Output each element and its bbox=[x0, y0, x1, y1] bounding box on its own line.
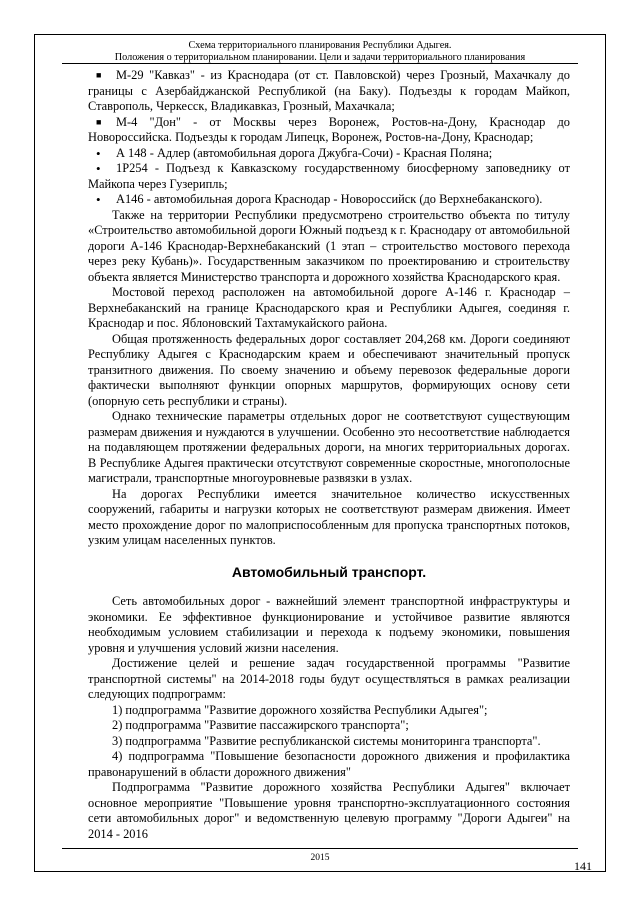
list-item-text: 1Р254 - Подъезд к Кавказскому государственному биосферному заповеднику от Майкопа через Гузерипль; bbox=[88, 161, 570, 191]
header-title: Схема территориального планирования Республики Адыгея. bbox=[188, 40, 452, 51]
paragraph: Также на территории Республики предусмотрено строительство объекта по титулу «Строительство автомобильной дороги Южный подъезд к г. Краснодару от автомобильной дороги А-146 Краснодар-Верхнебаканский (1 этап – строительство мостового перехода через реку Кубань)». Государственным заказчиком по проектированию и строительству объекта является Министерство транспорта и дорожного хозяйства Краснодарского края. bbox=[88, 207, 570, 284]
list-item-text: М-4 "Дон" - от Москвы через Воронеж, Ростов-на-Дону, Краснодар до Новороссийска. Подъезды к городам Липецк, Воронеж, Ростов-на-Дону, Краснодар; bbox=[88, 114, 570, 144]
paragraph: Однако технические параметры отдельных дорог не соответствуют существующим размерам движения и нуждаются в улучшении. Особенно это несоответствие наблюдается на подавляющем протяжении федеральных дороги, на многих территориальных дорогах. В Республике Адыгея практически отсутствуют современные скоростные, многополосные магистрали, транспортные многоуровневые развязки в узлах. bbox=[88, 409, 570, 485]
header-divider bbox=[62, 63, 578, 64]
paragraph: Мостовой переход расположен на автомобильной дороге А-146 г. Краснодар – Верхнебаканский на границе Краснодарского края и Республики Адыгея, соединяя г. Краснодар и пос. Яблоновский Тахтамукайского района. bbox=[88, 285, 570, 330]
subprogram-item: 1) подпрограмма "Развитие дорожного хозяйства Республики Адыгея"; bbox=[112, 702, 488, 717]
list-item-text: М-29 "Кавказ" - из Краснодара (от ст. Павловской) через Грозный, Махачкалу до границы с Азербайджанской Республикой (на Баку). Подъезды к городам Майкоп, Ставрополь, Черкесск, Владикавказ, Грозный, Махачкала; bbox=[88, 68, 570, 113]
list-item bbox=[88, 68, 570, 115]
list-item bbox=[88, 161, 570, 192]
square-bullet-icon: ■ bbox=[96, 116, 102, 127]
footer-year: 2015 bbox=[310, 853, 330, 863]
subprogram-item: 3) подпрограмма "Развитие республиканской системы мониторинга транспорта". bbox=[112, 733, 541, 748]
paragraph: Достижение целей и решение задач государственной программы "Развитие транспортной системы" на 2014-2018 годы будут осуществляться в рамках реализации следующих подпрограмм: bbox=[88, 656, 570, 701]
footer-divider bbox=[62, 848, 578, 849]
section-title: Автомобильный транспорт. bbox=[231, 563, 427, 580]
list-item bbox=[88, 192, 570, 208]
list-item bbox=[88, 146, 570, 162]
header-subtitle: Положения о территориальном планировании. Цели и задачи территориального планирования bbox=[114, 52, 526, 63]
paragraph: Сеть автомобильных дорог - важнейший элемент транспортной инфраструктуры и экономики. Ее эффективное функционирование и устойчивое развитие являются необходимым условием стабилизации и перехода к подъему экономики, повышения уровня и улучшения условий жизни населения. bbox=[88, 594, 570, 655]
paragraph: Подпрограмма "Развитие дорожного хозяйства Республики Адыгея" включает основное мероприятие "Повышение уровня транспортно-эксплуатационного состояния сети автомобильных дорог" и ведомственную целевую программу "Дороги Адыгеи" на 2014 - 2016 bbox=[88, 780, 570, 841]
square-bullet-icon: ■ bbox=[96, 70, 102, 80]
paragraph: Общая протяженность федеральных дорог составляет 204,268 км. Дороги соединяют Республику Адыгея с Краснодарским краем и обеспечивают значительный пропуск транзитного движения. По своему значению и объему перевозок федеральные дороги фактически выполняют функции опорных маршрутов, формирующих основу сети (опорную сеть республики и страны). bbox=[88, 331, 570, 408]
dot-bullet-icon: • bbox=[96, 145, 101, 161]
list-item-text: А146 - автомобильная дорога Краснодар - Новороссийск (до Верхнебаканского). bbox=[116, 192, 543, 206]
list-item-text: А 148 - Адлер (автомобильная дорога Джубга-Сочи) - Красная Поляна; bbox=[116, 145, 493, 160]
page-header bbox=[34, 40, 606, 64]
paragraph: На дорогах Республики имеется значительное количество искусственных сооружений, габариты и нагрузки которых не соответствуют размерам движения. Имеет место прохождение дорог по малоприспособленным для пропуска транспортных потоков, узким улицам населенных пунктов. bbox=[88, 486, 570, 547]
page-number: 141 bbox=[574, 859, 592, 873]
dot-bullet-icon: • bbox=[96, 192, 101, 207]
dot-bullet-icon: • bbox=[96, 161, 101, 176]
list-item bbox=[88, 115, 570, 146]
subprogram-item: 4) подпрограмма "Повышение безопасности дорожного движения и профилактика правонарушений в области дорожного движения" bbox=[88, 749, 570, 779]
document-body bbox=[88, 68, 570, 842]
subprogram-item: 2) подпрограмма "Развитие пассажирского транспорта"; bbox=[112, 718, 409, 732]
